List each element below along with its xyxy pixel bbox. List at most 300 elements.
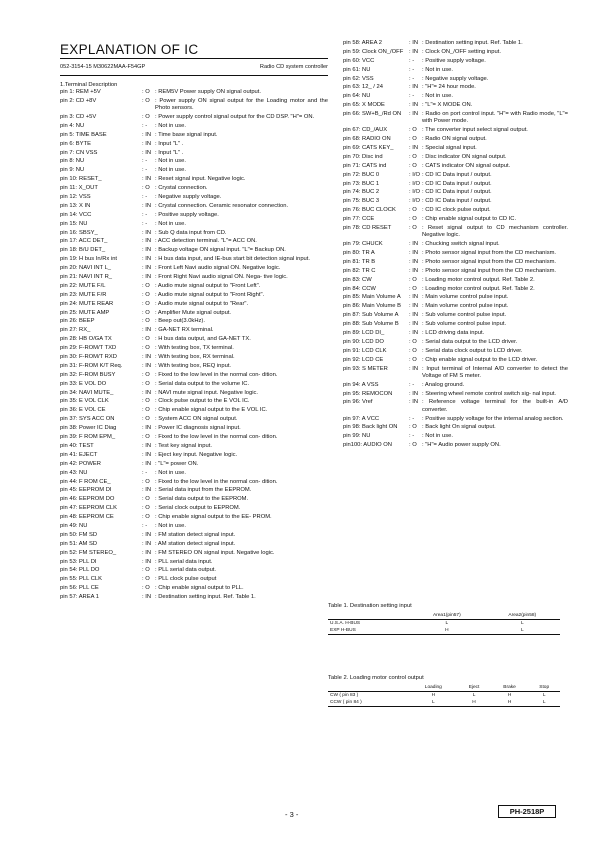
pin-description: : Input "L" . <box>155 140 184 147</box>
pin-description: : Crystal connection. <box>155 185 208 192</box>
table-header-row <box>328 612 560 620</box>
pin-label: pin 73: BUC 1 <box>343 180 380 187</box>
pin-label: pin 16: SBSY_ <box>60 229 98 236</box>
table-cell: H <box>507 693 512 698</box>
pin-direction: : O <box>142 309 150 316</box>
pin-direction: : O <box>409 338 417 345</box>
pin-row <box>60 416 328 423</box>
pin-label: pin 31: F-ROM K/T Req. <box>60 362 123 369</box>
pin-description: : Audio mute signal output to "Rear". <box>155 300 249 307</box>
pin-description: : Destination setting input. Ref. Table 1. <box>422 40 523 46</box>
pin-description: : Negative supply voltage. <box>155 194 222 200</box>
pin-label: pin 5: TIME BASE <box>60 131 107 138</box>
pin-direction: : IN <box>409 84 419 91</box>
pin-direction: : IN <box>142 460 152 467</box>
pin-direction: : IN <box>142 265 152 272</box>
pin-label: pin 55: PLL CLK <box>60 576 103 583</box>
pin-label: pin 87: Sub Volume A <box>343 312 399 319</box>
pin-row <box>60 487 328 494</box>
pin-description: : Power IC diagnosis signal input. <box>155 425 241 432</box>
pin-label: pin 34: NAVI MUTE_ <box>60 389 114 396</box>
pin-row <box>343 382 568 389</box>
pin-direction: : O <box>142 97 150 104</box>
pin-label: pin 26: BEEP <box>60 318 95 325</box>
pin-description: : Clock ON_/OFF setting input. <box>422 48 501 55</box>
pin-description: : CD IC Data input / output. <box>422 171 492 178</box>
pin-label: pin100: AUDIO ON <box>343 442 392 449</box>
pin-label: pin 28: HB O/GA TX <box>60 336 112 343</box>
pin-description: : Fixed to the low level in the normal con- dition. <box>155 434 278 441</box>
pin-row <box>60 230 328 237</box>
pin-row <box>60 203 328 210</box>
pin-direction: : IN <box>142 229 152 236</box>
pin-direction: : O <box>142 496 150 503</box>
pin-description: : CD IC Data input / output. <box>422 198 492 205</box>
pin-label: pin 79: CHUCK <box>343 241 383 248</box>
pin-label: pin 59: Clock ON_/OFF <box>343 48 404 55</box>
pin-label: pin 17: ACC DET_ <box>60 238 108 245</box>
table-header-cell <box>328 612 409 620</box>
pin-row <box>343 67 568 74</box>
table-cell: H <box>431 693 436 698</box>
pin-direction: : O <box>409 225 417 232</box>
pin-row <box>60 354 328 361</box>
pin-description: : The converter input select signal output. <box>422 127 528 134</box>
pin-row <box>343 442 568 449</box>
pin-direction: : O <box>142 185 150 192</box>
pin-direction: : IN <box>409 40 419 46</box>
pin-direction: : - <box>409 93 415 100</box>
pin-label: pin 21: NAVI INT R_ <box>60 274 112 281</box>
pin-direction: : O <box>142 300 150 307</box>
pin-description: : Serial data output to the LCD driver. <box>422 338 518 345</box>
pin-description: : GA-NET RX terminal. <box>155 327 214 334</box>
pin-description: : FM STEREO ON signal input. Negative logic. <box>155 549 275 556</box>
pin-description: : Main volume control pulse input. <box>422 303 509 310</box>
pin-description: : Chip enable signal output to the EE- PROM. <box>155 514 272 521</box>
pin-direction: : IN <box>142 389 152 396</box>
pin-label: pin 48: EEPROM CE <box>60 514 114 521</box>
pin-description: : Sub volume control pulse input. <box>422 321 507 328</box>
pin-direction: : - <box>142 469 148 476</box>
pin-description: : AM station detect signal input. <box>155 540 236 547</box>
pin-description: : PLL serial data output. <box>155 567 217 574</box>
pin-label: pin 51: AM SD <box>60 540 98 547</box>
table-header-cell: Eject <box>457 684 490 692</box>
table-row <box>328 627 560 635</box>
pin-row <box>60 505 328 512</box>
pin-list-right <box>343 40 568 451</box>
pin-direction: : - <box>142 211 148 218</box>
pin-description: : Not in use. <box>155 220 186 227</box>
pin-row <box>343 145 568 152</box>
pin-description: : Special signal input. <box>422 145 477 151</box>
pin-description: : CD IC Data input / output. <box>422 189 492 196</box>
pin-direction: : O <box>409 356 417 363</box>
pin-description: : Steering wheel remote control switch sig- nal input. <box>422 390 557 397</box>
pin-direction: : - <box>409 75 415 82</box>
pin-row <box>343 357 568 364</box>
table-cell: L <box>472 693 476 698</box>
pin-row <box>343 366 568 380</box>
table-cell: CW ( pin 83 ) <box>330 693 359 698</box>
pin-direction: : - <box>409 433 415 440</box>
pin-description: : PLL clock pulse output <box>155 576 217 583</box>
table-cell: EXP H-BUS <box>328 627 409 635</box>
pin-description: : Serial data output to the volume IC. <box>155 380 250 387</box>
pin-label: pin 52: FM STEREO_ <box>60 549 117 556</box>
pin-direction: : - <box>142 122 148 129</box>
pin-label: pin 86: Main Volume B <box>343 303 402 310</box>
pin-description: : Disc indicator ON signal output. <box>422 153 507 160</box>
pin-label: pin 36: E VOL CE <box>60 407 106 414</box>
pin-row <box>60 176 328 183</box>
pin-row <box>343 416 568 423</box>
table-header-cell: Area2(pin58) <box>485 612 560 620</box>
pin-direction: : O <box>409 216 417 223</box>
pin-row <box>343 172 568 179</box>
table-header-cell: Brake <box>491 684 529 692</box>
pin-label: pin 91: LCD CLK <box>343 347 387 354</box>
pin-description: : CD IC clock pulse output. <box>422 207 491 214</box>
pin-label: pin 13: X IN <box>60 202 91 209</box>
pin-description: : Photo sensor signal input from the CD mechanism. <box>422 258 557 265</box>
title-underline <box>60 58 328 59</box>
pin-description: : Chucking switch signal input. <box>422 241 500 248</box>
pin-row <box>343 136 568 143</box>
pin-description: : Beep out(3.0kHz). <box>155 318 205 325</box>
pin-row <box>60 238 328 245</box>
pin-label: pin 68: RADIO ON <box>343 136 391 143</box>
pin-direction: : IN <box>409 312 419 319</box>
pin-direction: : O <box>142 371 150 378</box>
pin-row <box>343 102 568 109</box>
table1-title: Table 1. Destination setting input <box>328 603 412 609</box>
pin-description: : Input "L" . <box>155 149 184 156</box>
table-cell: L <box>409 699 457 707</box>
pin-direction: : IN <box>409 111 419 118</box>
pin-direction: : O <box>409 442 417 449</box>
pin-direction: : - <box>142 167 148 174</box>
pin-label: pin 2: CD +8V <box>60 97 97 104</box>
pin-row <box>343 49 568 56</box>
pin-description: : Power supply control signal output for the CD DSP. "H"= ON. <box>155 113 315 120</box>
model-number: PH-2518P <box>498 805 556 818</box>
pin-label: pin 64: NU <box>343 93 371 100</box>
pin-direction: : IN <box>142 558 152 565</box>
pin-direction: : IN <box>142 451 152 458</box>
pin-row <box>60 567 328 574</box>
pin-direction: : IN <box>142 354 152 361</box>
pin-description: : Audio mute signal output to "Front Right". <box>155 291 265 298</box>
pin-label: pin 8: NU <box>60 158 85 165</box>
pin-label: pin 32: F-ROM BUSY <box>60 371 116 378</box>
pin-description: : Serial clock output to EEPROM. <box>155 505 241 512</box>
pin-label: pin 54: PLL DO <box>60 567 100 574</box>
pin-direction: : IN <box>142 247 152 254</box>
table-cell: L <box>445 621 449 626</box>
pin-description: : "L"= X MODE ON. <box>422 102 473 109</box>
pin-row <box>343 348 568 355</box>
pin-row <box>60 559 328 566</box>
pin-description: : H bus data output, and GA-NET TX. <box>155 336 251 343</box>
table-cell: L <box>528 699 560 707</box>
pin-row <box>60 158 328 165</box>
pin-label: pin 71: CATS ind <box>343 162 387 169</box>
pin-direction: : O <box>409 136 417 143</box>
pin-direction: : IN <box>409 399 419 406</box>
pin-row <box>343 58 568 65</box>
pin-description: : Time base signal input. <box>155 131 218 138</box>
pin-row <box>343 76 568 83</box>
pin-label: pin 19: H bus In/Rx int <box>60 256 118 263</box>
pin-label: pin 38: Power IC Diag <box>60 425 117 432</box>
pin-description: : Loading motor control output. Ref. Table 2. <box>422 276 535 283</box>
pin-row <box>60 390 328 397</box>
pin-direction: : IN <box>142 327 152 334</box>
pin-description: : Fixed to the low level in the normal con- dition. <box>155 371 278 378</box>
pin-direction: : O <box>409 153 417 160</box>
pin-label: pin 29: F-ROM/T TXD <box>60 345 117 352</box>
pin-label: pin 43: NU <box>60 469 88 476</box>
pin-description: : Front Left Navi audio signal ON. Negative logic. <box>155 265 281 272</box>
pin-label: pin 40: TEST <box>60 442 94 449</box>
pin-label: pin 12: VSS <box>60 194 91 200</box>
pin-description: : H bus data input, and IE-bus start bit detection signal input. <box>155 256 310 263</box>
pin-label: pin 27: RX_ <box>60 327 91 334</box>
pin-row <box>60 381 328 388</box>
pin-description: : LCD driving data input. <box>422 330 485 337</box>
pin-label: pin 53: PLL DI <box>60 558 97 565</box>
pin-row <box>60 585 328 592</box>
pin-description: : "H"= 24 hour mode. <box>422 84 476 91</box>
pin-label: pin 94: A VSS <box>343 381 379 388</box>
section-title: 1.Terminal Description <box>60 82 118 88</box>
pin-row <box>60 452 328 459</box>
pin-label: pin 81: TR B <box>343 258 376 265</box>
pin-label: pin 66: SW+B_/Rd ON <box>343 111 402 118</box>
pin-label: pin 6: BYTE <box>60 140 91 147</box>
pin-row <box>343 330 568 337</box>
pin-label: pin 57: AREA 1 <box>60 594 99 601</box>
pin-direction: : IN <box>142 362 152 369</box>
page-number: - 3 - <box>285 810 299 819</box>
pin-label: pin 76: BUC CLOCK <box>343 207 396 214</box>
pin-row <box>60 443 328 450</box>
pin-direction: : IN <box>409 390 419 397</box>
part-number: 052-3154-15 M30622MAA-F54GP <box>60 64 146 70</box>
pin-direction: : IN <box>409 258 419 265</box>
pin-direction: : IN <box>409 250 419 256</box>
pin-row <box>60 98 328 112</box>
pin-description: : ACC detection terminal. "L"= ACC ON. <box>155 238 257 245</box>
pin-row <box>343 189 568 196</box>
pin-row <box>60 425 328 432</box>
pin-direction: : O <box>142 345 150 352</box>
pin-row <box>60 514 328 521</box>
pin-label: pin 82: TR C <box>343 267 376 274</box>
pin-description: : Reference voltage terminal for the built-in A/D converter. <box>422 399 568 413</box>
pin-direction: : O <box>142 398 150 405</box>
pin-description: : Amplifier Mute signal output. <box>155 309 232 316</box>
pin-description: : Clock pulse output to the E VOL IC. <box>155 398 250 405</box>
pin-row <box>60 310 328 317</box>
pin-row <box>60 132 328 139</box>
pin-label: pin 14: VCC <box>60 211 92 218</box>
pin-description: : Serial data output to the EEPROM. <box>155 496 249 503</box>
pin-description: : Chip enable signal output to CD IC. <box>422 216 517 223</box>
pin-label: pin 69: CATS KEY_ <box>343 145 394 151</box>
pin-description: : Analog ground. <box>422 381 465 388</box>
pin-row <box>343 268 568 275</box>
pin-direction: : IN <box>409 303 419 310</box>
pin-label: pin 7: CN VSS <box>60 149 98 156</box>
pin-label: pin 99: NU <box>343 433 371 440</box>
pin-row <box>343 216 568 223</box>
pin-description: : Not in use. <box>422 66 453 73</box>
pin-row <box>60 274 328 281</box>
pin-row <box>60 496 328 503</box>
table-header-cell: Loading <box>409 684 457 692</box>
pin-row <box>343 303 568 310</box>
pin-direction: : O <box>409 424 417 431</box>
pin-label: pin 65: X MODE <box>343 102 385 109</box>
pin-direction: : IN <box>142 238 152 245</box>
pin-row <box>60 336 328 343</box>
table-cell: H <box>491 699 529 707</box>
pin-direction: : - <box>142 158 148 165</box>
pin-description: : Sub Q data input from CD. <box>155 229 227 236</box>
pin-direction: : O <box>142 318 150 325</box>
pin-direction: : IN <box>409 102 419 109</box>
pin-label: pin 61: NU <box>343 66 371 73</box>
pin-row <box>343 339 568 346</box>
pin-label: pin 25: MUTE AMP <box>60 309 110 316</box>
pin-description: : Chip enable signal output to the LCD driver. <box>422 356 538 363</box>
pin-label: pin 10: RESET_ <box>60 176 102 183</box>
pin-direction: : O <box>142 89 150 95</box>
pin-direction: : IN <box>409 241 419 248</box>
pin-label: pin 60: VCC <box>343 57 375 64</box>
pin-row <box>60 407 328 414</box>
pin-direction: : O <box>409 347 417 354</box>
pin-label: pin 70: Disc ind <box>343 153 383 160</box>
pin-description: : Chip enable signal output to the E VOL IC. <box>155 407 268 414</box>
pin-description: : Serial data input from the EEPROM. <box>155 487 252 494</box>
pin-label: pin 85: Main Volume A <box>343 294 401 301</box>
pin-row <box>343 294 568 301</box>
pin-description: : Serial data clock output to LCD driver. <box>422 347 523 354</box>
pin-description: : Radio ON signal output. <box>422 136 487 143</box>
pin-description: : Positive supply voltage. <box>422 57 486 64</box>
pin-direction: : - <box>409 381 415 388</box>
pin-label: pin 83: CW <box>343 276 372 283</box>
table-row <box>328 692 560 700</box>
pin-direction: : IN <box>409 294 419 301</box>
table-cell: H <box>457 699 490 707</box>
pin-direction: : O <box>142 567 150 574</box>
table-cell: CCW ( pin 84 ) <box>328 699 409 707</box>
table-cell: L <box>542 693 546 698</box>
pin-description: : Fixed to the low level in the normal con- dition. <box>155 478 278 485</box>
pin-row <box>60 185 328 192</box>
table-row <box>328 699 560 707</box>
pin-direction: : - <box>142 194 148 200</box>
pin-direction: : O <box>142 585 150 592</box>
pin-label: pin 41: EJECT <box>60 451 98 458</box>
pin-row <box>60 434 328 441</box>
pin-row <box>343 163 568 170</box>
pin-label: pin 39: F ROM EPM_ <box>60 434 116 441</box>
pin-row <box>60 345 328 352</box>
pin-label: pin 56: PLL CE <box>60 585 99 592</box>
pin-description: : CD IC Data input / output. <box>422 180 492 187</box>
pin-direction: : O <box>142 113 150 120</box>
pin-description: : Reset signal input. Negative logic. <box>155 176 246 183</box>
pin-label: pin 77: CCE <box>343 216 375 223</box>
loading-motor-table <box>328 684 560 707</box>
pin-description: : Not in use. <box>155 158 186 165</box>
table-cell: H <box>409 627 484 635</box>
pin-direction: : O <box>142 407 150 414</box>
pin-direction: : O <box>142 416 150 423</box>
pin-description: : Not in use. <box>155 122 186 129</box>
pin-row <box>60 167 328 174</box>
pin-label: pin 98: Back light ON <box>343 424 398 431</box>
pin-description: : NAVI mute signal input. Negative logic. <box>155 389 258 396</box>
pin-label: pin 97: A VCC <box>343 415 380 422</box>
pin-direction: : IN <box>142 425 152 432</box>
pin-description: : Not in use. <box>155 167 186 174</box>
pin-direction: : - <box>409 57 415 64</box>
pin-label: pin 93: S METER <box>343 365 388 372</box>
pin-description: : "L"= power ON. <box>155 460 199 467</box>
table-header-cell: Area1(pin57) <box>409 612 484 620</box>
pin-direction: : IN <box>142 487 152 494</box>
pin-row <box>343 198 568 205</box>
pin-row <box>343 321 568 328</box>
pin-description: : Backup voltage ON signal input. "L"= Backup ON. <box>155 247 286 254</box>
pin-label: pin 63: 12_ / 24 <box>343 84 383 91</box>
pin-direction: : O <box>142 514 150 521</box>
pin-row <box>343 424 568 431</box>
pin-label: pin 95: REMOCON <box>343 390 393 397</box>
pin-row <box>60 265 328 272</box>
pin-row <box>60 541 328 548</box>
pin-row <box>60 398 328 405</box>
pin-direction: : O <box>142 380 150 387</box>
pin-row <box>343 399 568 413</box>
pin-row <box>343 225 568 239</box>
pin-label: pin 49: NU <box>60 522 88 529</box>
pin-description: : Main volume control pulse input. <box>422 294 509 301</box>
pin-description: : With testing box, RX terminal. <box>155 354 235 361</box>
pin-description: : Not in use. <box>422 93 453 100</box>
pin-direction: : I/O <box>409 189 420 196</box>
pin-description: : REM5V Power supply ON signal output. <box>155 89 262 95</box>
pin-description: : Positive supply voltage. <box>155 211 219 218</box>
pin-row <box>60 247 328 254</box>
part-function: Radio CD system controller <box>259 64 328 70</box>
pin-direction: : - <box>142 220 148 227</box>
pin-direction: : IN <box>142 594 152 601</box>
pin-direction: : - <box>409 415 415 422</box>
pin-row <box>343 40 568 47</box>
pin-row <box>60 89 328 96</box>
pin-row <box>60 292 328 299</box>
pin-label: pin 89: LCD DI_ <box>343 330 385 337</box>
pin-label: pin 1: REM +5V <box>60 89 101 95</box>
